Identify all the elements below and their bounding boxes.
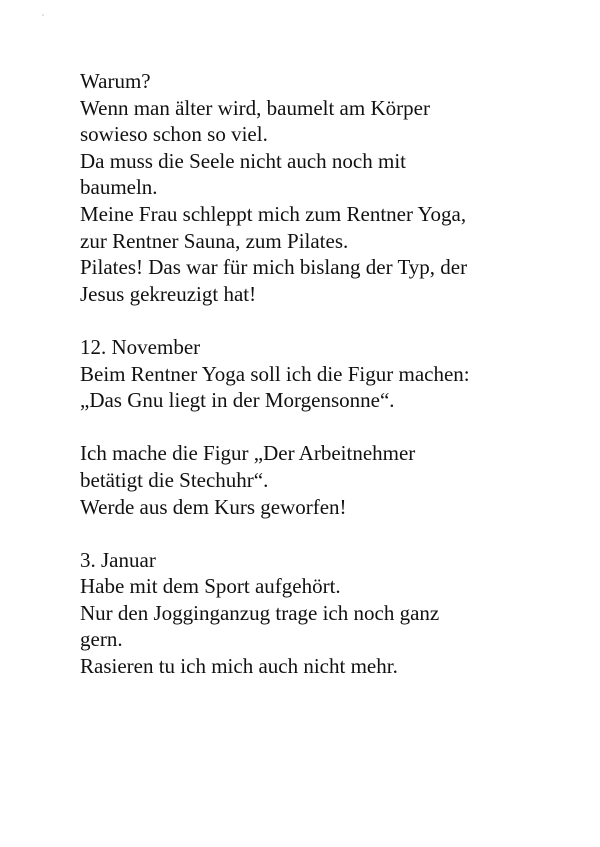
text-line: Rasieren tu ich mich auch nicht mehr. xyxy=(80,654,398,679)
text-line: Pilates! Das war für mich bislang der Typ, der xyxy=(80,255,468,280)
text-line: Werde aus dem Kurs geworfen! xyxy=(80,494,347,519)
text-line: Da muss die Seele nicht auch noch mit xyxy=(80,148,407,173)
text-line: Ich mache die Figur „Der Arbeitnehmer xyxy=(80,441,416,466)
entry-date: 12. November xyxy=(80,334,201,359)
paragraph-gap xyxy=(80,520,550,547)
text-line: zur Rentner Sauna, zum Pilates. xyxy=(80,228,349,253)
document-body xyxy=(80,68,550,680)
text-line: gern. xyxy=(80,627,123,652)
text-line: Wenn man älter wird, baumelt am Körper xyxy=(80,95,430,120)
section-3-januar xyxy=(80,547,550,680)
text-line: baumeln. xyxy=(80,175,158,200)
text-line: sowieso schon so viel. xyxy=(80,122,268,147)
text-line: Habe mit dem Sport aufgehört. xyxy=(80,574,341,599)
text-line: Beim Rentner Yoga soll ich die Figur machen: xyxy=(80,361,470,386)
section-stechuhr xyxy=(80,440,550,520)
text-line: „Das Gnu liegt in der Morgensonne“. xyxy=(80,388,395,413)
paragraph-gap xyxy=(80,307,550,334)
text-line: Jesus gekreuzigt hat! xyxy=(80,281,257,306)
text-line: betätigt die Stechuhr“. xyxy=(80,467,269,492)
text-line: Warum? xyxy=(80,69,151,93)
text-line: Meine Frau schleppt mich zum Rentner Yoga, xyxy=(80,201,467,226)
paragraph-gap xyxy=(80,414,550,441)
entry-date: 3. Januar xyxy=(80,547,156,572)
section-12-november xyxy=(80,334,550,414)
section-warum xyxy=(80,68,550,307)
text-line: Nur den Jogginganzug trage ich noch ganz xyxy=(80,600,440,625)
scan-speck xyxy=(42,14,44,16)
